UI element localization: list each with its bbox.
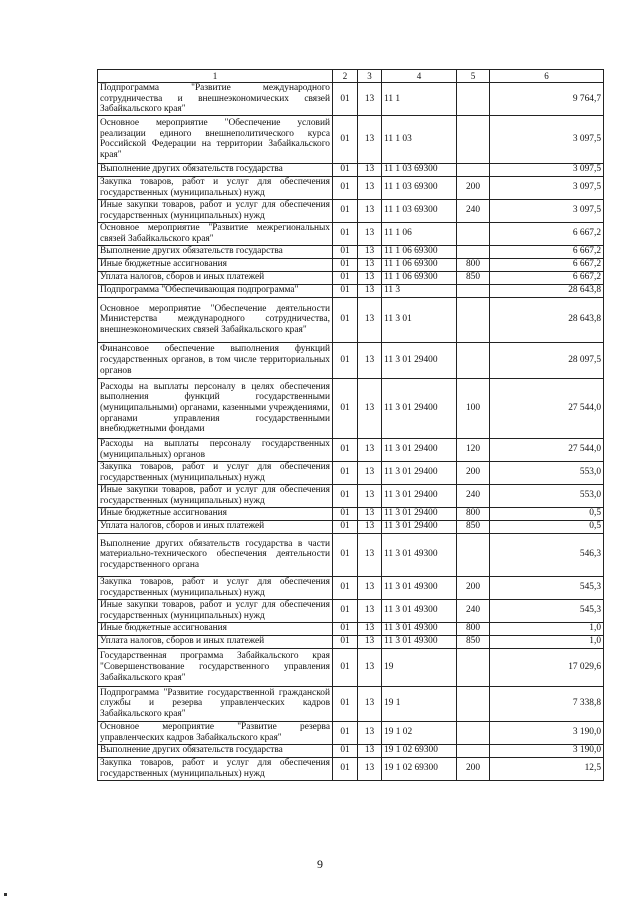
target-code-cell: 11 1 06 69300 bbox=[382, 271, 457, 284]
subsection-cell: 13 bbox=[358, 461, 382, 484]
table-row bbox=[98, 721, 604, 744]
amount-cell: 546,3 bbox=[490, 533, 604, 576]
subsection-cell: 13 bbox=[358, 438, 382, 461]
section-cell: 01 bbox=[333, 271, 358, 284]
target-code-cell: 19 bbox=[382, 648, 457, 686]
target-code-cell: 11 3 bbox=[382, 284, 457, 297]
section-cell: 01 bbox=[333, 757, 358, 780]
table-row bbox=[98, 115, 604, 163]
section-cell: 01 bbox=[333, 686, 358, 721]
section-cell: 01 bbox=[333, 297, 358, 342]
row-name-cell: Иные бюджетные ассигнования bbox=[98, 622, 333, 635]
expense-type-cell bbox=[457, 163, 490, 176]
target-code-cell: 11 3 01 29400 bbox=[382, 378, 457, 438]
table-row bbox=[98, 507, 604, 520]
subsection-cell: 13 bbox=[358, 258, 382, 271]
row-name-cell: Расходы на выплаты персоналу государственных (муниципальных) органов bbox=[98, 438, 333, 461]
amount-cell: 6 667,2 bbox=[490, 245, 604, 258]
header-cell: 4 bbox=[382, 70, 457, 83]
row-name-cell: Подпрограмма "Развитие государственной гражданской службы и резерва управленческих кадров Забайкальского края" bbox=[98, 686, 333, 721]
subsection-cell: 13 bbox=[358, 115, 382, 163]
table-row bbox=[98, 176, 604, 199]
amount-cell: 9 764,7 bbox=[490, 83, 604, 116]
section-cell: 01 bbox=[333, 507, 358, 520]
table-row bbox=[98, 599, 604, 622]
table-row bbox=[98, 271, 604, 284]
expense-type-cell bbox=[457, 744, 490, 757]
subsection-cell: 13 bbox=[358, 199, 382, 222]
target-code-cell: 11 3 01 29400 bbox=[382, 484, 457, 507]
subsection-cell: 13 bbox=[358, 297, 382, 342]
amount-cell: 3 097,5 bbox=[490, 176, 604, 199]
table-row bbox=[98, 622, 604, 635]
row-name-cell: Основное мероприятие "Обеспечение условий реализации единого внешнеполитического курса Российской Федерации на территории Забайкальского края" bbox=[98, 115, 333, 163]
row-name-cell: Расходы на выплаты персоналу в целях обеспечения выполнения функций государственными (муниципальными) органами, казенными учреждениями, органами управления государственными внебюджетными фондами bbox=[98, 378, 333, 438]
amount-cell: 1,0 bbox=[490, 622, 604, 635]
header-cell: 3 bbox=[358, 70, 382, 83]
section-cell: 01 bbox=[333, 576, 358, 599]
target-code-cell: 19 1 02 bbox=[382, 721, 457, 744]
subsection-cell: 13 bbox=[358, 648, 382, 686]
amount-cell: 17 029,6 bbox=[490, 648, 604, 686]
expense-type-cell: 800 bbox=[457, 507, 490, 520]
header-cell: 1 bbox=[98, 70, 333, 83]
table-row bbox=[98, 533, 604, 576]
amount-cell: 553,0 bbox=[490, 484, 604, 507]
expense-type-cell bbox=[457, 245, 490, 258]
row-name-cell: Иные закупки товаров, работ и услуг для обеспечения государственных (муниципальных) нужд bbox=[98, 199, 333, 222]
section-cell: 01 bbox=[333, 721, 358, 744]
amount-cell: 12,5 bbox=[490, 757, 604, 780]
target-code-cell: 11 3 01 29400 bbox=[382, 507, 457, 520]
section-cell: 01 bbox=[333, 378, 358, 438]
target-code-cell: 11 1 06 69300 bbox=[382, 245, 457, 258]
expense-type-cell: 240 bbox=[457, 599, 490, 622]
subsection-cell: 13 bbox=[358, 163, 382, 176]
table-row bbox=[98, 520, 604, 533]
expense-type-cell bbox=[457, 686, 490, 721]
expense-type-cell: 120 bbox=[457, 438, 490, 461]
row-name-cell: Иные закупки товаров, работ и услуг для обеспечения государственных (муниципальных) нужд bbox=[98, 484, 333, 507]
subsection-cell: 13 bbox=[358, 520, 382, 533]
expense-type-cell bbox=[457, 533, 490, 576]
table-row bbox=[98, 222, 604, 245]
amount-cell: 7 338,8 bbox=[490, 686, 604, 721]
amount-cell: 6 667,2 bbox=[490, 258, 604, 271]
target-code-cell: 11 3 01 29400 bbox=[382, 461, 457, 484]
table-row bbox=[98, 686, 604, 721]
table-row bbox=[98, 635, 604, 648]
section-cell: 01 bbox=[333, 599, 358, 622]
scan-mark bbox=[4, 893, 7, 896]
row-name-cell: Основное мероприятие "Развитие резерва управленческих кадров Забайкальского края" bbox=[98, 721, 333, 744]
table-row bbox=[98, 438, 604, 461]
row-name-cell: Государственная программа Забайкальского края "Совершенствование государственного управления Забайкальского края" bbox=[98, 648, 333, 686]
table-header-row bbox=[98, 70, 604, 83]
row-name-cell: Иные бюджетные ассигнования bbox=[98, 258, 333, 271]
section-cell: 01 bbox=[333, 744, 358, 757]
expense-type-cell: 200 bbox=[457, 576, 490, 599]
row-name-cell: Выполнение других обязательств государства в части материально-технического обеспечения деятельности государственного органа bbox=[98, 533, 333, 576]
amount-cell: 3 190,0 bbox=[490, 721, 604, 744]
header-cell: 2 bbox=[333, 70, 358, 83]
row-name-cell: Иные закупки товаров, работ и услуг для обеспечения государственных (муниципальных) нужд bbox=[98, 599, 333, 622]
section-cell: 01 bbox=[333, 520, 358, 533]
target-code-cell: 11 1 03 bbox=[382, 115, 457, 163]
table-row bbox=[98, 484, 604, 507]
section-cell: 01 bbox=[333, 533, 358, 576]
amount-cell: 3 097,5 bbox=[490, 115, 604, 163]
amount-cell: 545,3 bbox=[490, 576, 604, 599]
amount-cell: 553,0 bbox=[490, 461, 604, 484]
table-row bbox=[98, 757, 604, 780]
amount-cell: 0,5 bbox=[490, 520, 604, 533]
section-cell: 01 bbox=[333, 648, 358, 686]
row-name-cell: Подпрограмма "Обеспечивающая подпрограмма" bbox=[98, 284, 333, 297]
section-cell: 01 bbox=[333, 258, 358, 271]
page-number: 9 bbox=[317, 857, 323, 871]
expense-type-cell bbox=[457, 297, 490, 342]
section-cell: 01 bbox=[333, 438, 358, 461]
target-code-cell: 11 3 01 49300 bbox=[382, 576, 457, 599]
table-row bbox=[98, 648, 604, 686]
table-row bbox=[98, 163, 604, 176]
table-row bbox=[98, 258, 604, 271]
table-row bbox=[98, 199, 604, 222]
table-row bbox=[98, 744, 604, 757]
row-name-cell: Основное мероприятие "Развитие межрегиональных связей Забайкальского края" bbox=[98, 222, 333, 245]
amount-cell: 27 544,0 bbox=[490, 438, 604, 461]
amount-cell: 27 544,0 bbox=[490, 378, 604, 438]
section-cell: 01 bbox=[333, 115, 358, 163]
table-row bbox=[98, 342, 604, 378]
subsection-cell: 13 bbox=[358, 744, 382, 757]
target-code-cell: 19 1 02 69300 bbox=[382, 744, 457, 757]
expense-type-cell: 850 bbox=[457, 271, 490, 284]
table-row bbox=[98, 461, 604, 484]
expense-type-cell: 100 bbox=[457, 378, 490, 438]
target-code-cell: 19 1 02 69300 bbox=[382, 757, 457, 780]
amount-cell: 28 643,8 bbox=[490, 284, 604, 297]
row-name-cell: Закупка товаров, работ и услуг для обеспечения государственных (муниципальных) нужд bbox=[98, 461, 333, 484]
target-code-cell: 11 1 bbox=[382, 83, 457, 116]
subsection-cell: 13 bbox=[358, 176, 382, 199]
target-code-cell: 11 3 01 29400 bbox=[382, 438, 457, 461]
subsection-cell: 13 bbox=[358, 342, 382, 378]
expense-type-cell: 240 bbox=[457, 199, 490, 222]
subsection-cell: 13 bbox=[358, 599, 382, 622]
header-cell: 5 bbox=[457, 70, 490, 83]
target-code-cell: 11 3 01 bbox=[382, 297, 457, 342]
target-code-cell: 11 3 01 49300 bbox=[382, 599, 457, 622]
amount-cell: 28 097,5 bbox=[490, 342, 604, 378]
row-name-cell: Выполнение других обязательств государства bbox=[98, 744, 333, 757]
target-code-cell: 11 1 06 69300 bbox=[382, 258, 457, 271]
expense-type-cell: 200 bbox=[457, 176, 490, 199]
subsection-cell: 13 bbox=[358, 378, 382, 438]
row-name-cell: Уплата налогов, сборов и иных платежей bbox=[98, 271, 333, 284]
subsection-cell: 13 bbox=[358, 686, 382, 721]
expense-type-cell bbox=[457, 222, 490, 245]
subsection-cell: 13 bbox=[358, 721, 382, 744]
table-row bbox=[98, 576, 604, 599]
table-row bbox=[98, 245, 604, 258]
row-name-cell: Подпрограмма "Развитие международного сотрудничества и внешнеэкономических связей Забайкальского края" bbox=[98, 83, 333, 116]
expense-type-cell: 200 bbox=[457, 461, 490, 484]
subsection-cell: 13 bbox=[358, 83, 382, 116]
section-cell: 01 bbox=[333, 176, 358, 199]
amount-cell: 6 667,2 bbox=[490, 271, 604, 284]
expense-type-cell bbox=[457, 342, 490, 378]
expense-type-cell: 240 bbox=[457, 484, 490, 507]
target-code-cell: 11 3 01 49300 bbox=[382, 622, 457, 635]
subsection-cell: 13 bbox=[358, 635, 382, 648]
budget-table bbox=[97, 69, 604, 781]
expense-type-cell bbox=[457, 83, 490, 116]
expense-type-cell bbox=[457, 284, 490, 297]
table-row bbox=[98, 378, 604, 438]
expense-type-cell: 200 bbox=[457, 757, 490, 780]
row-name-cell: Финансовое обеспечение выполнения функций государственных органов, в том числе территориальных органов bbox=[98, 342, 333, 378]
amount-cell: 6 667,2 bbox=[490, 222, 604, 245]
row-name-cell: Уплата налогов, сборов и иных платежей bbox=[98, 520, 333, 533]
row-name-cell: Закупка товаров, работ и услуг для обеспечения государственных (муниципальных) нужд bbox=[98, 757, 333, 780]
row-name-cell: Закупка товаров, работ и услуг для обеспечения государственных (муниципальных) нужд bbox=[98, 576, 333, 599]
section-cell: 01 bbox=[333, 245, 358, 258]
target-code-cell: 11 3 01 49300 bbox=[382, 533, 457, 576]
amount-cell: 0,5 bbox=[490, 507, 604, 520]
target-code-cell: 11 3 01 49300 bbox=[382, 635, 457, 648]
section-cell: 01 bbox=[333, 461, 358, 484]
expense-type-cell: 850 bbox=[457, 635, 490, 648]
row-name-cell: Иные бюджетные ассигнования bbox=[98, 507, 333, 520]
amount-cell: 545,3 bbox=[490, 599, 604, 622]
table-row bbox=[98, 297, 604, 342]
section-cell: 01 bbox=[333, 622, 358, 635]
expense-type-cell bbox=[457, 115, 490, 163]
amount-cell: 3 097,5 bbox=[490, 163, 604, 176]
section-cell: 01 bbox=[333, 199, 358, 222]
target-code-cell: 11 3 01 29400 bbox=[382, 342, 457, 378]
subsection-cell: 13 bbox=[358, 533, 382, 576]
amount-cell: 3 097,5 bbox=[490, 199, 604, 222]
amount-cell: 28 643,8 bbox=[490, 297, 604, 342]
target-code-cell: 11 1 06 bbox=[382, 222, 457, 245]
target-code-cell: 11 3 01 29400 bbox=[382, 520, 457, 533]
section-cell: 01 bbox=[333, 635, 358, 648]
target-code-cell: 19 1 bbox=[382, 686, 457, 721]
expense-type-cell bbox=[457, 721, 490, 744]
expense-type-cell bbox=[457, 648, 490, 686]
table-row bbox=[98, 284, 604, 297]
row-name-cell: Уплата налогов, сборов и иных платежей bbox=[98, 635, 333, 648]
subsection-cell: 13 bbox=[358, 284, 382, 297]
section-cell: 01 bbox=[333, 342, 358, 378]
amount-cell: 1,0 bbox=[490, 635, 604, 648]
target-code-cell: 11 1 03 69300 bbox=[382, 199, 457, 222]
section-cell: 01 bbox=[333, 222, 358, 245]
row-name-cell: Выполнение других обязательств государства bbox=[98, 245, 333, 258]
header-cell: 6 bbox=[490, 70, 604, 83]
subsection-cell: 13 bbox=[358, 576, 382, 599]
amount-cell: 3 190,0 bbox=[490, 744, 604, 757]
table-row bbox=[98, 83, 604, 116]
row-name-cell: Закупка товаров, работ и услуг для обеспечения государственных (муниципальных) нужд bbox=[98, 176, 333, 199]
section-cell: 01 bbox=[333, 83, 358, 116]
subsection-cell: 13 bbox=[358, 757, 382, 780]
expense-type-cell: 850 bbox=[457, 520, 490, 533]
subsection-cell: 13 bbox=[358, 245, 382, 258]
expense-type-cell: 800 bbox=[457, 622, 490, 635]
subsection-cell: 13 bbox=[358, 484, 382, 507]
expense-type-cell: 800 bbox=[457, 258, 490, 271]
subsection-cell: 13 bbox=[358, 507, 382, 520]
row-name-cell: Основное мероприятие "Обеспечение деятельности Министерства международного сотрудничества, внешнеэкономических связей Забайкальского края" bbox=[98, 297, 333, 342]
subsection-cell: 13 bbox=[358, 622, 382, 635]
row-name-cell: Выполнение других обязательств государства bbox=[98, 163, 333, 176]
target-code-cell: 11 1 03 69300 bbox=[382, 176, 457, 199]
subsection-cell: 13 bbox=[358, 271, 382, 284]
section-cell: 01 bbox=[333, 484, 358, 507]
target-code-cell: 11 1 03 69300 bbox=[382, 163, 457, 176]
section-cell: 01 bbox=[333, 284, 358, 297]
section-cell: 01 bbox=[333, 163, 358, 176]
subsection-cell: 13 bbox=[358, 222, 382, 245]
